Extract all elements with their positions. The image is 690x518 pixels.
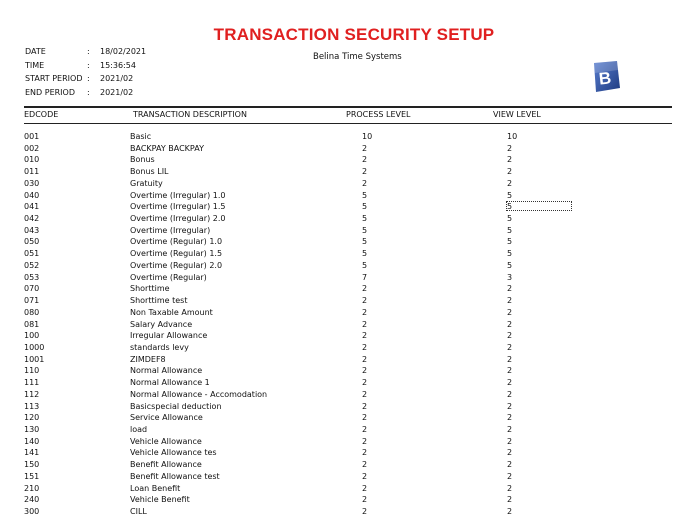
description-cell: Non Taxable Amount	[130, 307, 213, 317]
description-cell: Gratuity	[130, 178, 163, 188]
view-level-cell: 2	[507, 436, 513, 446]
edcode-cell: 071	[24, 296, 40, 306]
view-level-cell: 2	[507, 401, 513, 411]
description-cell: Vehicle Allowance tes	[130, 448, 217, 458]
description-cell: Loan Benefit	[130, 483, 181, 493]
view-level-cell: 2	[507, 143, 513, 153]
edcode-cell: 130	[24, 424, 40, 434]
process-level-cell: 2	[362, 354, 368, 364]
meta-label: TIME	[25, 60, 45, 70]
table-row	[0, 319, 690, 331]
report-title: TRANSACTION SECURITY SETUP	[213, 25, 495, 44]
process-level-cell: 2	[362, 389, 368, 399]
col-header-description: TRANSACTION DESCRIPTION	[133, 110, 247, 119]
process-level-cell: 2	[362, 296, 368, 306]
process-level-cell: 2	[362, 167, 368, 177]
process-level-cell: 5	[362, 202, 368, 212]
edcode-cell: 010	[24, 155, 40, 165]
header-rule	[24, 106, 672, 108]
edcode-cell: 210	[24, 483, 40, 493]
table-row	[0, 190, 690, 202]
process-level-cell: 7	[362, 272, 368, 282]
process-level-cell: 10	[362, 132, 373, 141]
table-row	[0, 447, 690, 459]
edcode-cell: 100	[24, 331, 40, 341]
process-level-cell: 2	[362, 155, 368, 165]
table-row	[0, 494, 690, 506]
table-row	[0, 295, 690, 307]
table-row	[0, 365, 690, 377]
table-row	[0, 330, 690, 342]
view-level-cell: 5	[507, 225, 513, 235]
table-row	[0, 225, 690, 237]
view-level-cell: 5	[507, 190, 513, 200]
table-row	[0, 178, 690, 190]
process-level-cell: 2	[362, 331, 368, 341]
view-level-cell: 5	[507, 214, 513, 224]
description-cell: Basic	[130, 132, 152, 141]
process-level-cell: 2	[362, 424, 368, 434]
edcode-cell: 240	[24, 495, 40, 505]
description-cell: Overtime (Irregular) 2.0	[130, 214, 226, 224]
col-header-process-level: PROCESS LEVEL	[346, 110, 411, 119]
meta-value: 2021/02	[100, 74, 134, 83]
view-level-cell: 2	[507, 366, 513, 376]
description-cell: Normal Allowance - Accomodation	[130, 389, 268, 399]
edcode-cell: 040	[24, 190, 40, 200]
process-level-cell: 2	[362, 460, 368, 470]
view-level-cell: 2	[507, 378, 513, 388]
table-row	[0, 424, 690, 436]
table-row	[0, 389, 690, 401]
view-level-cell: 2	[507, 507, 513, 516]
table-row	[0, 236, 690, 248]
view-level-cell: 2	[507, 331, 513, 341]
table-row	[0, 154, 690, 166]
table-row	[0, 401, 690, 413]
table-row	[0, 307, 690, 319]
table-row	[0, 272, 690, 284]
process-level-cell: 5	[362, 249, 368, 259]
process-level-cell: 2	[362, 495, 368, 505]
edcode-cell: 001	[24, 132, 40, 141]
edcode-cell: 081	[24, 319, 40, 329]
edcode-cell: 112	[24, 389, 40, 399]
edcode-cell: 011	[24, 167, 40, 177]
process-level-cell: 5	[362, 214, 368, 224]
view-level-cell: 2	[507, 167, 513, 177]
description-cell: load	[130, 424, 148, 434]
process-level-cell: 2	[362, 413, 368, 423]
edcode-cell: 141	[24, 448, 40, 458]
description-cell: Shorttime test	[130, 296, 188, 306]
edcode-cell: 150	[24, 460, 40, 470]
table-row	[0, 283, 690, 295]
description-cell: standards levy	[130, 342, 189, 352]
description-cell: Vehicle Allowance	[130, 436, 202, 446]
process-level-cell: 2	[362, 448, 368, 458]
view-level-cell: 2	[507, 342, 513, 352]
process-level-cell: 5	[362, 190, 368, 200]
table-row	[0, 459, 690, 471]
view-level-cell: 2	[507, 413, 513, 423]
process-level-cell: 5	[362, 260, 368, 270]
view-level-cell: 2	[507, 483, 513, 493]
meta-colon: :	[87, 87, 90, 97]
description-cell: Basicspecial deduction	[130, 401, 222, 411]
edcode-cell: 002	[24, 143, 40, 153]
edcode-cell: 053	[24, 272, 40, 282]
meta-value: 18/02/2021	[100, 47, 147, 56]
transaction-table	[0, 131, 690, 518]
edcode-cell: 151	[24, 471, 40, 481]
process-level-cell: 2	[362, 471, 368, 481]
view-level-cell: 2	[507, 319, 513, 329]
process-level-cell: 2	[362, 378, 368, 388]
meta-label: END PERIOD	[25, 87, 75, 97]
description-cell: Overtime (Regular) 1.5	[130, 249, 223, 259]
view-level-cell: 2	[507, 284, 513, 294]
description-cell: Bonus	[130, 155, 155, 165]
view-level-cell: 2	[507, 155, 513, 165]
process-level-cell: 2	[362, 342, 368, 352]
edcode-cell: 052	[24, 260, 40, 270]
view-level-cell: 2	[507, 448, 513, 458]
table-row	[0, 342, 690, 354]
description-cell: Overtime (Regular) 1.0	[130, 237, 223, 247]
table-row	[0, 412, 690, 424]
edcode-cell: 1001	[24, 354, 45, 364]
view-level-cell: 2	[507, 296, 513, 306]
description-cell: Overtime (Regular)	[130, 272, 207, 282]
process-level-cell: 2	[362, 366, 368, 376]
table-row	[0, 377, 690, 389]
company-name: Belina Time Systems	[313, 52, 402, 62]
edcode-cell: 110	[24, 366, 40, 376]
edcode-cell: 140	[24, 436, 40, 446]
process-level-cell: 2	[362, 307, 368, 317]
meta-colon: :	[87, 60, 90, 70]
description-cell: Irregular Allowance	[130, 331, 208, 341]
view-level-cell: 5	[507, 202, 513, 212]
process-level-cell: 5	[362, 237, 368, 247]
edcode-cell: 080	[24, 307, 40, 317]
svg-text:B: B	[597, 68, 613, 89]
edcode-cell: 111	[24, 378, 40, 388]
edcode-cell: 113	[24, 401, 40, 411]
view-level-cell: 2	[507, 354, 513, 364]
process-level-cell: 2	[362, 401, 368, 411]
selection-box[interactable]	[506, 201, 572, 211]
edcode-cell: 042	[24, 214, 40, 224]
table-row	[0, 471, 690, 483]
description-cell: CILL	[130, 507, 147, 516]
description-cell: Overtime (Irregular)	[130, 225, 211, 235]
col-header-edcode: EDCODE	[24, 110, 59, 119]
view-level-cell: 2	[507, 495, 513, 505]
edcode-cell: 041	[24, 202, 40, 212]
description-cell: Normal Allowance	[130, 366, 203, 376]
table-row	[0, 143, 690, 155]
edcode-cell: 051	[24, 249, 40, 259]
table-row	[0, 436, 690, 448]
process-level-cell: 2	[362, 319, 368, 329]
description-cell: Overtime (Irregular) 1.0	[130, 190, 226, 200]
description-cell: Benefit Allowance	[130, 460, 202, 470]
process-level-cell: 2	[362, 143, 368, 153]
description-cell: Overtime (Regular) 2.0	[130, 260, 223, 270]
description-cell: Shorttime	[130, 284, 170, 294]
belina-logo-icon	[590, 60, 621, 93]
column-header-rule	[24, 123, 672, 124]
table-row	[0, 354, 690, 366]
view-level-cell: 2	[507, 424, 513, 434]
view-level-cell: 10	[507, 132, 518, 141]
meta-value: 15:36:54	[100, 60, 136, 70]
edcode-cell: 070	[24, 284, 40, 294]
meta-colon: :	[87, 74, 90, 83]
table-row	[0, 201, 690, 213]
description-cell: Benefit Allowance test	[130, 471, 220, 481]
meta-label: DATE	[25, 47, 46, 56]
description-cell: ZIMDEF8	[130, 354, 166, 364]
view-level-cell: 2	[507, 389, 513, 399]
process-level-cell: 2	[362, 483, 368, 493]
edcode-cell: 120	[24, 413, 40, 423]
description-cell: Salary Advance	[130, 319, 193, 329]
meta-colon: :	[87, 47, 90, 56]
meta-value: 2021/02	[100, 87, 134, 97]
description-cell: Normal Allowance 1	[130, 378, 210, 388]
process-level-cell: 2	[362, 436, 368, 446]
description-cell: BACKPAY BACKPAY	[130, 143, 204, 153]
table-row	[0, 213, 690, 225]
view-level-cell: 5	[507, 260, 513, 270]
description-cell: Vehicle Benefit	[130, 495, 190, 505]
table-row	[0, 483, 690, 495]
edcode-cell: 1000	[24, 342, 45, 352]
view-level-cell: 5	[507, 249, 513, 259]
process-level-cell: 2	[362, 284, 368, 294]
process-level-cell: 2	[362, 178, 368, 188]
table-row	[0, 260, 690, 272]
edcode-cell: 050	[24, 237, 40, 247]
view-level-cell: 2	[507, 460, 513, 470]
view-level-cell: 2	[507, 471, 513, 481]
description-cell: Service Allowance	[130, 413, 203, 423]
col-header-view-level: VIEW LEVEL	[493, 110, 541, 119]
meta-label: START PERIOD	[25, 74, 83, 83]
description-cell: Overtime (Irregular) 1.5	[130, 202, 226, 212]
table-row	[0, 166, 690, 178]
process-level-cell: 5	[362, 225, 368, 235]
table-row	[0, 131, 690, 143]
view-level-cell: 2	[507, 178, 513, 188]
view-level-cell: 3	[507, 272, 513, 282]
edcode-cell: 030	[24, 178, 40, 188]
view-level-cell: 2	[507, 307, 513, 317]
view-level-cell: 5	[507, 237, 513, 247]
process-level-cell: 2	[362, 507, 368, 516]
table-row	[0, 248, 690, 260]
description-cell: Bonus LIL	[130, 167, 169, 177]
edcode-cell: 043	[24, 225, 40, 235]
edcode-cell: 300	[24, 507, 40, 516]
